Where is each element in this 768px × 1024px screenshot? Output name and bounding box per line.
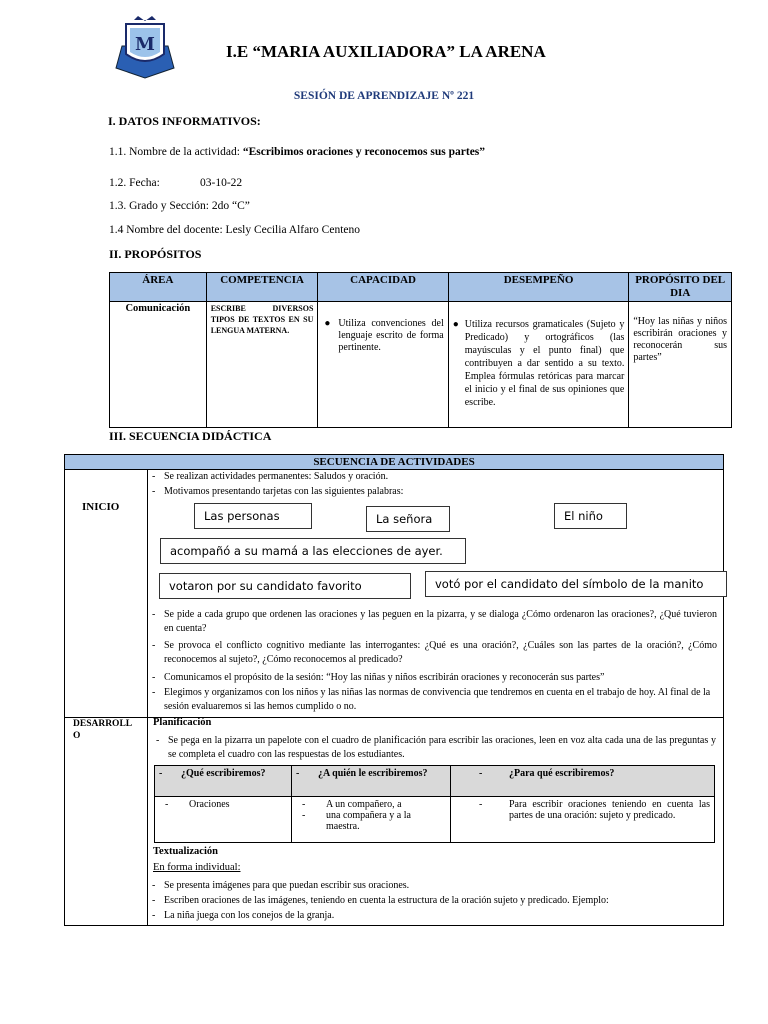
bullet: ● [324, 318, 331, 329]
plan-cell-que: - Oraciones [155, 797, 292, 843]
propositos-table [109, 272, 732, 428]
school-logo [112, 16, 178, 82]
desempeno-cell [448, 302, 629, 428]
word-card: La señora [366, 506, 450, 532]
section-datos-heading: I. DATOS INFORMATIVOS: [108, 114, 261, 128]
phase-desarrollo: DESARROLLO [73, 719, 133, 741]
column-divider [147, 470, 148, 925]
section-secuencia-heading: III. SECUENCIA DIDÁCTICA [109, 429, 272, 443]
word-card: acompañó a su mamá a las elecciones de ayer. [160, 538, 466, 564]
word-card: El niño [554, 503, 627, 529]
capacidad-cell [318, 302, 448, 428]
list-item: - Se provoca el conflicto cognitivo mediante las interrogantes: ¿Qué es una oración?, ¿Cuáles son las partes de la oración?, ¿Cómo reconocemos al sujeto?, ¿Cómo reconocemos al predicado? [152, 640, 717, 665]
capacidad-value: Utiliza convenciones del lenguaje escrito de forma pertinente. [338, 318, 444, 353]
proposito-value: “Hoy las niñas y niños escribirán oraciones y reconocerán sus partes” [629, 302, 732, 428]
list-item: - Se pega en la pizarra un papelote con el cuadro de planificación para escribir las oraciones, leen en voz alta cada una de las preguntas y se completa el cuadro con las respuestas de los estudiantes. [156, 735, 716, 760]
activity-name [109, 146, 485, 158]
activity-label: 1.1. Nombre de la actividad: [109, 146, 243, 158]
teacher-name: 1.4 Nombre del docente: Lesly Cecilia Alfaro Centeno [109, 224, 361, 236]
plan-cell-para: - Para escribir oraciones teniendo en cuenta las partes de una oración: sujeto y predicado. [451, 797, 715, 843]
textualizacion-title: Textualización [153, 846, 218, 857]
date-label: 1.2. Fecha: [109, 177, 160, 189]
planificacion-title: Planificación [153, 717, 212, 728]
list-item: - Escriben oraciones de las imágenes, teniendo en cuenta la estructura de la oración sujeto y predicado. Ejemplo: [152, 895, 609, 906]
list-item: - La niña juega con los conejos de la granja. [152, 910, 335, 921]
svg-text:M: M [135, 34, 155, 55]
grade-section: 1.3. Grado y Sección: 2do “C” [109, 200, 250, 212]
desempeno-value: Utiliza recursos gramaticales (Sujeto y Predicado) y ortográficos (las mayúsculas y el punto final) que contribuyen a dar sentido a su texto. Emplea fórmulas retóricas para marcar el inicio y el final de sus opiniones que escribe. [464, 319, 625, 408]
plan-header-quien: - ¿A quién le escribiremos? [292, 766, 451, 797]
list-item: - Comunicamos el propósito de la sesión: “Hoy las niñas y niños escribirán oraciones y reconocerán sus partes” [152, 672, 605, 683]
individual-label: En forma individual: [153, 862, 241, 873]
header-competencia: COMPETENCIA [206, 273, 318, 302]
section-propositos-heading: II. PROPÓSITOS [109, 247, 202, 261]
plan-cell-quien: - A un compañero, a - una compañera y a la maestra. [292, 797, 451, 843]
school-name: I.E “MARIA AUXILIADORA” LA ARENA [226, 42, 546, 61]
session-title: SESIÓN DE APRENDIZAJE Nº 221 [293, 90, 475, 102]
word-card: Las personas [194, 503, 312, 529]
list-item: - Elegimos y organizamos con los niños y las niñas las normas de convivencia que tendremos en cuenta en el trabajo de hoy. Al final de la sesión evaluaremos si las hemos cumplido o no. [152, 687, 711, 712]
header-desempeno: DESEMPEÑO [448, 273, 629, 302]
area-value: Comunicación [110, 302, 207, 428]
plan-header-para: - ¿Para qué escribiremos? [451, 766, 715, 797]
date-value: 03-10-22 [200, 177, 243, 189]
list-item: - Se pide a cada grupo que ordenen las oraciones y las peguen en la pizarra, y se dialoga ¿Cómo ordenaron las oraciones?, ¿Qué tuvieron en cuenta? [152, 609, 717, 634]
list-item: - Motivamos presentando tarjetas con las siguientes palabras: [152, 486, 404, 497]
plan-header-que: - ¿Qué escribiremos? [155, 766, 292, 797]
header-area: ÁREA [110, 273, 207, 302]
planificacion-table [154, 765, 715, 843]
bullet: ● [452, 319, 459, 330]
list-item: - Se presenta imágenes para que puedan escribir sus oraciones. [152, 880, 410, 891]
secuencia-table-title: SECUENCIA DE ACTIVIDADES [65, 455, 723, 470]
phase-inicio: INICIO [82, 501, 120, 513]
word-card: votaron por su candidato favorito [159, 573, 411, 599]
header-capacidad: CAPACIDAD [318, 273, 448, 302]
list-item: - Se realizan actividades permanentes: Saludos y oración. [152, 471, 389, 482]
competencia-value: ESCRIBE DIVERSOS TIPOS DE TEXTOS EN SU LENGUA MATERNA. [206, 302, 318, 428]
word-card: votó por el candidato del símbolo de la manito [425, 571, 727, 597]
activity-value: “Escribimos oraciones y reconocemos sus partes” [242, 146, 486, 158]
header-proposito: PROPÓSITO DEL DIA [629, 273, 732, 302]
